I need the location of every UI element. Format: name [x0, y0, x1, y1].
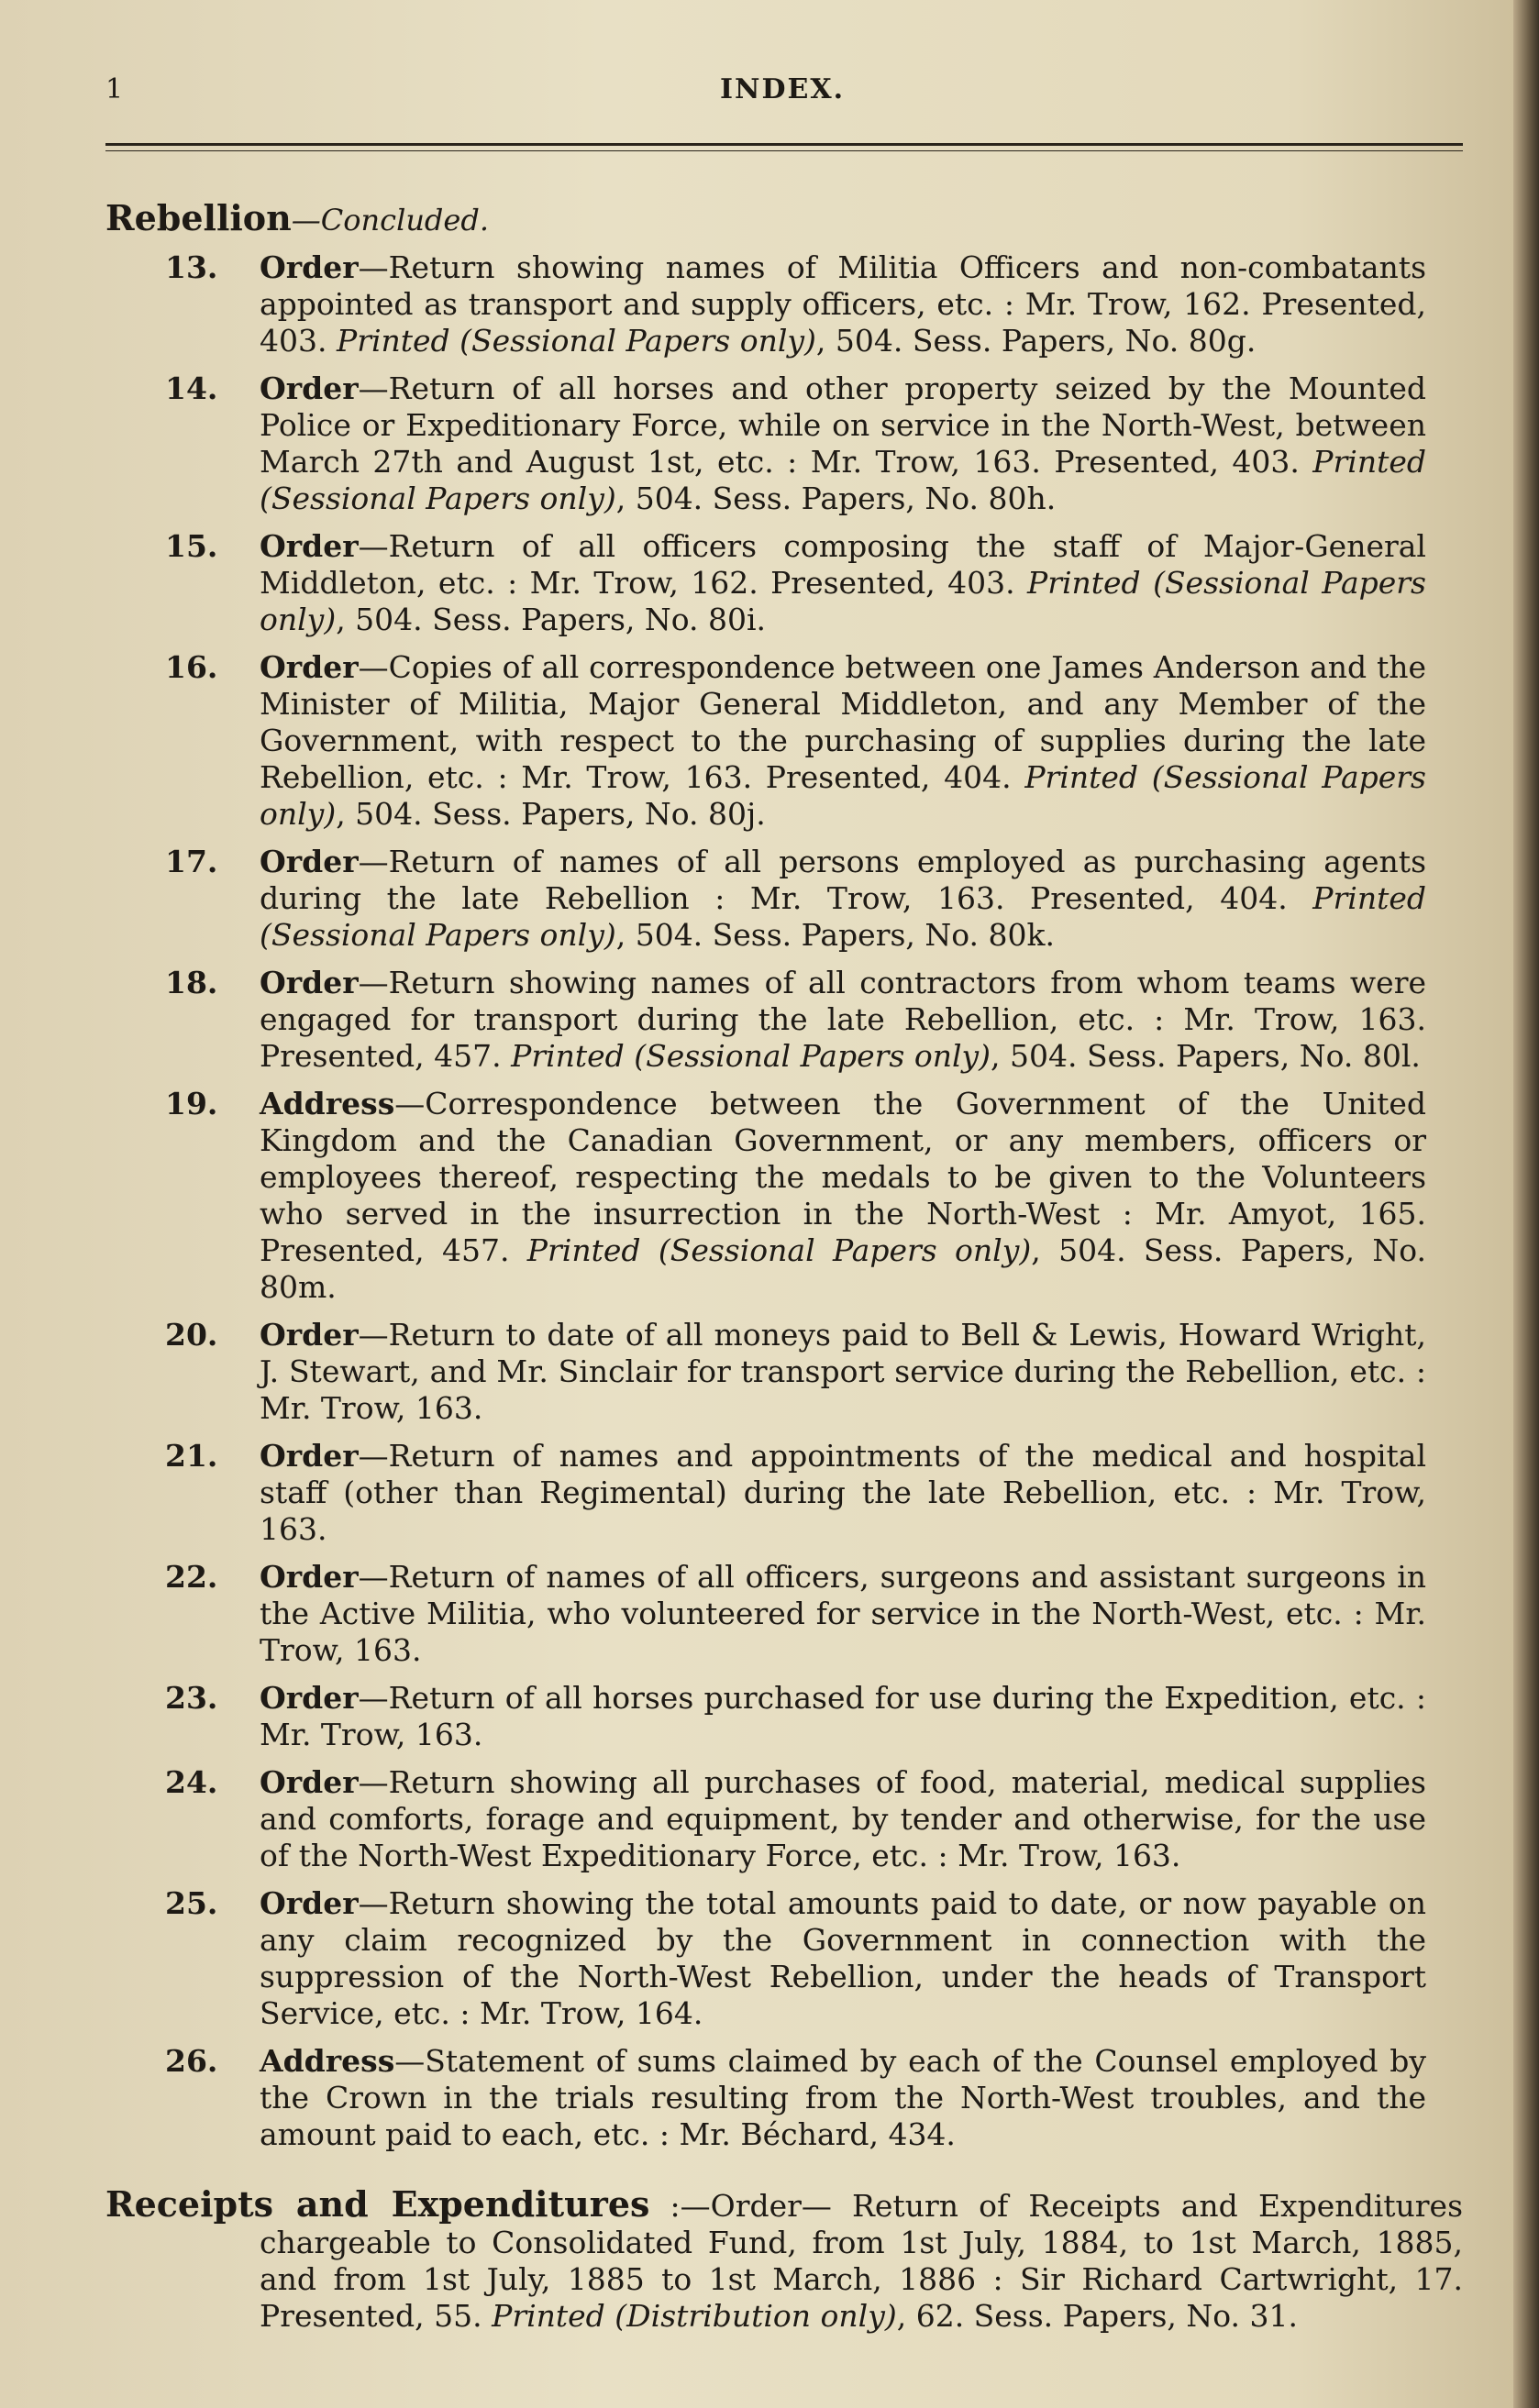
index-entry — [105, 1764, 1426, 1874]
entry-number: 21. — [165, 1438, 218, 1474]
entry-body: —Return showing all purchases of food, material, medical supplies and comforts, forage and equipment, by tender and otherwise, for the use of the North-West Expeditionary Force, etc. : Mr. Trow, 163. — [260, 1764, 1426, 1873]
index-entry — [105, 965, 1426, 1075]
entry-body: —Return of names of all persons employed as purchasing agents during the late Rebellion : Mr. Trow, 163. Presented, 404. — [260, 844, 1426, 916]
entry-list — [105, 249, 1449, 2153]
entry-type: Order — [260, 1317, 359, 1353]
entry-type: Order — [260, 370, 359, 406]
entry-type: Order — [260, 844, 359, 879]
receipts-title: Receipts and Expenditures — [105, 2183, 650, 2225]
entry-number: 26. — [165, 2043, 218, 2079]
entry-number: 17. — [165, 844, 218, 879]
entry-number: 15. — [165, 528, 218, 564]
index-entry — [105, 528, 1426, 638]
entry-number: 25. — [165, 1885, 218, 1921]
entry-number: 18. — [165, 965, 218, 1000]
entry-type: Order — [260, 1680, 359, 1716]
entry-body: —Return showing names of Militia Officers and non-combatants appointed as transport and supply officers, etc. : Mr. Trow, 162. Presented, 403. — [260, 249, 1426, 359]
index-entry — [105, 2043, 1426, 2153]
entry-type: Order — [260, 1885, 359, 1921]
entry-tail: , 504. Sess. Papers, No. 80i. — [336, 602, 767, 637]
entry-number: 13. — [165, 249, 218, 285]
index-entry — [105, 1885, 1426, 2032]
entry-number: 20. — [165, 1317, 218, 1353]
entry-printed: Printed (Sessional Papers only) — [260, 759, 1426, 832]
entry-body: —Correspondence between the Government of the United Kingdom and the Canadian Government, or any members, officers or employees thereof, respecting the medals to be given to the Volunteers who served in the insurrection in the North-West : Mr. Amyot, 165. Presented, 457. — [260, 1086, 1426, 1268]
index-entry — [105, 1317, 1426, 1427]
entry-printed: Printed (Sessional Papers only) — [511, 1038, 991, 1074]
entry-tail: , 504. Sess. Papers, No. 80h. — [615, 480, 1057, 516]
entry-printed: Printed (Sessional Papers only) — [526, 1232, 1032, 1268]
entry-body: —Return to date of all moneys paid to Bell & Lewis, Howard Wright, J. Stewart, and Mr. Sinclair for transport service during the Rebellion, etc. : Mr. Trow, 163. — [260, 1317, 1426, 1426]
entry-body: —Copies of all correspondence between one James Anderson and the Minister of Militia, Major General Middleton, and any Member of the Government, with respect to the purchasing of supplies during the late Rebellion, etc. : Mr. Trow, 163. Presented, 404. — [260, 649, 1426, 795]
entry-type: Order — [260, 1559, 359, 1595]
receipts-printed: Printed (Distribution only) — [492, 2298, 897, 2334]
book-spine-edge — [1513, 0, 1539, 2408]
entry-body: —Return showing the total amounts paid to date, or now payable on any claim recognized by the Government in connection with the suppression of the North-West Rebellion, under the heads of Transport Service, etc. : Mr. Trow, 164. — [260, 1885, 1426, 2031]
index-entry — [105, 1559, 1426, 1669]
entry-type: Order — [260, 528, 359, 564]
entry-tail: , 504. Sess. Papers, No. 80l. — [991, 1038, 1421, 1074]
entry-body: —Return of all horses and other property seized by the Mounted Police or Expeditionary Force, while on service in the North-West, between March 27th and August 1st, etc. : Mr. Trow, 163. Presented, 403. — [260, 370, 1426, 480]
entry-body: —Return of names and appointments of the medical and hospital staff (other than Regimental) during the late Rebellion, etc. : Mr. Trow, 163. — [260, 1438, 1426, 1547]
running-title: INDEX. — [720, 73, 846, 105]
entry-type: Order — [260, 965, 359, 1000]
entry-tail: , 504. Sess. Papers, No. 80m. — [260, 1232, 1426, 1305]
page-number: 1 — [105, 73, 126, 105]
index-entry — [105, 1680, 1426, 1753]
index-entry — [105, 370, 1426, 517]
index-entry — [105, 1438, 1426, 1548]
section-title: Rebellion — [105, 197, 292, 238]
entry-printed: Printed (Sessional Papers only) — [260, 444, 1426, 516]
entry-type: Order — [260, 249, 359, 285]
entry-body: —Return of all officers composing the staff of Major-General Middleton, etc. : Mr. Trow, 162. Presented, 403. — [260, 528, 1426, 601]
entry-number: 19. — [165, 1086, 218, 1121]
entry-number: 14. — [165, 370, 218, 406]
entry-body: —Return of all horses purchased for use during the Expedition, etc. : Mr. Trow, 163. — [260, 1680, 1426, 1752]
entry-tail: , 504. Sess. Papers, No. 80g. — [815, 323, 1257, 359]
section-heading — [105, 197, 1449, 238]
receipts-tail: , 62. Sess. Papers, No. 31. — [896, 2298, 1299, 2334]
entry-type: Address — [260, 2043, 395, 2079]
index-entry — [105, 249, 1426, 359]
entry-printed: Printed (Sessional Papers only) — [336, 323, 816, 359]
entry-body: —Return showing names of all contractors from whom teams were engaged for transport during the late Rebellion, etc. : Mr. Trow, 163. Presented, 457. — [260, 965, 1426, 1074]
entry-printed: Printed (Sessional Papers only) — [260, 880, 1426, 953]
entry-type: Order — [260, 1438, 359, 1474]
header-rule — [105, 143, 1463, 151]
entry-type: Order — [260, 1764, 359, 1800]
receipts-entry — [105, 2183, 1463, 2335]
entry-number: 24. — [165, 1764, 218, 1800]
entry-type: Address — [260, 1086, 395, 1121]
entry-number: 22. — [165, 1559, 218, 1595]
entry-number: 16. — [165, 649, 218, 685]
index-entry — [105, 1086, 1426, 1306]
index-entry — [105, 649, 1426, 833]
entry-type: Order — [260, 649, 359, 685]
entry-number: 23. — [165, 1680, 218, 1716]
entry-tail: , 504. Sess. Papers, No. 80j. — [336, 796, 766, 832]
index-entry — [105, 844, 1426, 954]
section-continuation: —Concluded. — [291, 203, 489, 237]
page-header — [105, 73, 1449, 110]
entry-body: —Return of names of all officers, surgeons and assistant surgeons in the Active Militia, who volunteered for service in the North-West, etc. : Mr. Trow, 163. — [260, 1559, 1426, 1668]
entry-body: —Statement of sums claimed by each of the Counsel employed by the Crown in the trials resulting from the North-West troubles, and the amount paid to each, etc. : Mr. Béchard, 434. — [260, 2043, 1426, 2152]
entry-printed: Printed (Sessional Papers only) — [260, 565, 1426, 637]
entry-tail: , 504. Sess. Papers, No. 80k. — [615, 917, 1056, 953]
receipts-body: :—Order— Return of Receipts and Expenditures chargeable to Consolidated Fund, from 1st July, 1884, to 1st March, 1885, and from 1st July, 1885 to 1st March, 1886 : Sir Richard Cartwright, 17. Presented, 55. — [260, 2188, 1463, 2334]
